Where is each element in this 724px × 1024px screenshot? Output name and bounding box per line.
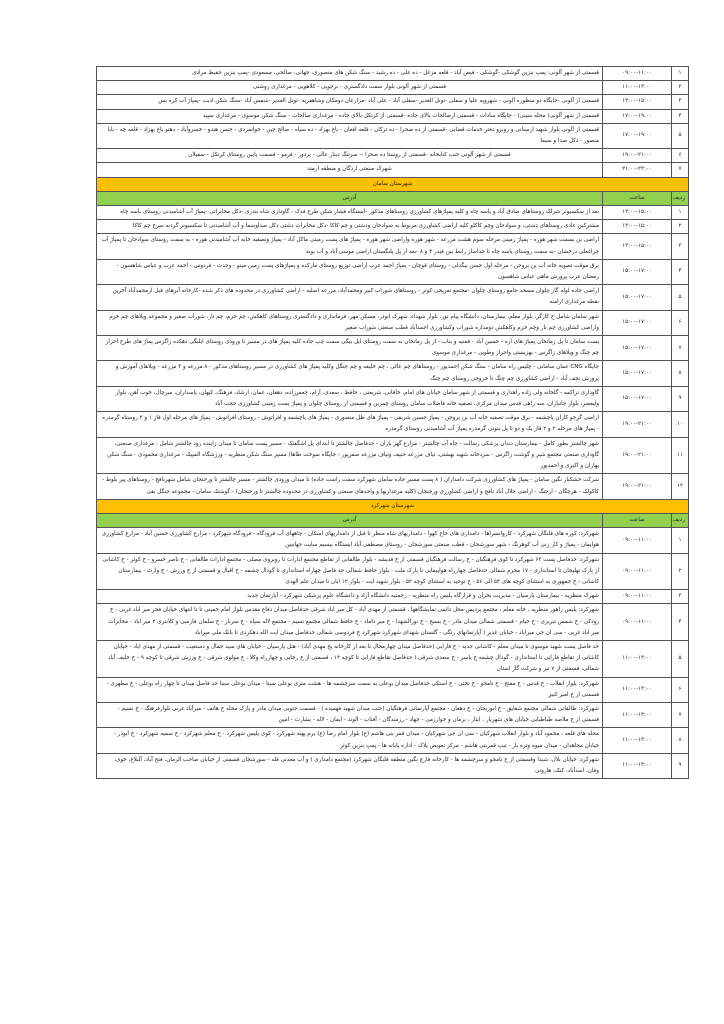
- row-address: پست سامان تا پل زمانخان پمپاژ های اره - حسین آباد - قفنیه و بناب - از پل زمانخان به سمت روستای ایل بیگی سمت چپ جاده کلیه پمپاژ های در مسیر تا ورودی روستای ایلبگی دهکده زاگرس پماژ های طرح احراز چم چنگ و ویلاهای زاگرس - بهزیستی واحراز وطوبی - مرغداری موسوی: [97, 336, 603, 361]
- row-number: ۶: [672, 310, 689, 335]
- row-address: گاوداری تراکمه - گلخانه ولی زاده راهداری و قسمتی از شهر سامان خیابان های امام، خاقانی، شریعتی ، حافظ ، سعدی، آرام، جعفرزاده، دهقان، عمان، ارشاد، فرهنگ، کیهان، پاسداران، سرچال، خوب آهن، بلوار ولیعصر، بلوار جانبازان، سه راهی قدس میدان مرکزی، تصفیه خانه فاضلاب سامان روستای چمزین و قسمتی از روستای چلوان و پمپاژ پست زمینی کشاورزی حجت آباد: [97, 386, 603, 411]
- table-row: [97, 437, 689, 474]
- row-time: ۱۵:۰۰-۱۷:۰۰: [603, 386, 672, 411]
- table-row: [97, 67, 689, 81]
- row-address: قسمتی از شهر آلونی جنب کتابخانه -قسمتی از روستا ده صحرا -- سرتنگ دینار عالی - بردور - فرمو - قسمت پایین روستای کرتکل - سفیلان: [97, 149, 603, 163]
- table-row: [97, 234, 689, 259]
- row-address: مشترکین عادی روستاهای دشتی، و سوادجان وچم کاکلو کلیه اراضی کشاورزی مربوط به سوادجان ودشتی و چم کاکا -دکل مخابرات دشتی دکل صداوسما و آب آشامیدنی تا سکسیونر گردنه سرخ چم کاکا: [97, 220, 603, 234]
- row-time: ۲۱:۰۰-۲۳:۰۰: [603, 163, 672, 177]
- table-row: [97, 753, 689, 778]
- row-time: ۱۹:۰۰-۲۱:۰۰: [603, 474, 672, 499]
- row-address: حد فاصل پست شهید موسوی تا میدان معلم - کاشانی جدید - خ فارابی (حدفاصل میدان چهارمحال تا بعد از کارخانه یخ مهدی آباد) - هتل پارسیان - خیابان های سید جمال و دستغیب - قسمتی از مهدی اباد - خیابان کاشانی از تقاطع فارابی تا استانداری - گودال چشمه خ یاسر - خ سعدی شرقی ( حدفاصل تقاطع فارابی تا کوچه ۱۴ ، قسمتی از خ رجایی و چهارراه وکلا ، خ مولوی شرقی - خ ورزش شرقی تا کوچه ۹ - خ خلیف آباد شمالی، قسمتی از ۷ تیر و شرکت گاز استان: [97, 640, 603, 677]
- header-no: ردیف: [672, 191, 689, 205]
- row-number: ۱۱: [672, 437, 689, 474]
- row-time: ۰۹:۰۰-۱۱:۰۰: [603, 553, 672, 590]
- table-row: [97, 285, 689, 310]
- row-address: برق موقت تصویه خانه آب بن بروجن - مرحله اول حسن بیگدلی - روستای قوچان - پمپاژ احمد عرب اراضی توزیع روستای مارکده و پمپاژهای پست زمین مینو - وحدت - فردوس - احمد عرب و عباس شاهسون - رمضان عرب پرورش ماهی عباس شاهسون: [97, 259, 603, 284]
- row-address: بعد از سکسیونر شرلک روستاهای صادق آباد و یاسه چاه و کلیه پمپاژهای کشاورزی روستاهای مذکور -ایستگاه فشار شکن طرح فدک - گاوداری شاه بندری -دکل مخابراتی -پمپاژ آب آشامیدنی روستای یاسه چاه: [97, 206, 603, 220]
- row-number: ۱: [672, 528, 689, 553]
- row-number: ۳: [672, 234, 689, 259]
- row-address: شهرکرد: طالقانی شمالی مجتمع شقایق - خ ابوریحان - خ دهقان - مجتمع آپارتمانی فرهنگیان (جنب میدان شهید فهمیده ) - قسمت جنوبی میدان مادر و پارک محله خ هاتف - میرآباد غربی بلوارفرهنگ - خ نسیم - قسمتی از خ ملاصه طباطبایی خیابان های شهریار ، ایثار ، بزمان و خوارزمی - جهاد - رزمندگان - آفتاب - الوند - ایمان - لاله - بشارت - امین: [97, 702, 603, 727]
- row-address: اراضی جاده لوله گاز چلوان مسجد جامع روستای چلوان -مجتمع تفریحی کوثر - روستاهای شوراب کبیر ومحمدآباد، مزرعه اصلیه - اراضی کشاورزی در محدوده های ذکر شده -کارخانه آبرهای قبل ازمحمدآباد آخرین نقطه مرغداری ارامنه: [97, 285, 603, 310]
- row-time: ۱۳:۰۰-۱۵:۰۰: [603, 234, 672, 259]
- row-address: اراضی بن بسمت شهر هوره - پمپاژ زمینی مرحله سوم هشت مزرعه - شهر هوره واراضی شهر هوره - پمپاژ های پست زمینی ماکل آباد - پمپاژ وتصفیه خانه آب آشامیدنی هوره - به سمت روستای سوادجان تا پمپاژ آب چراغعلی درخشان -به سمت روستای یاسه چاه تا جداساز رابط بین فیدر ۴ و ۸ -بعد از پل پلنگستان اراضی موسی آباد و آب بونه: [97, 234, 603, 259]
- row-number: ۷: [672, 336, 689, 361]
- table-row: [97, 81, 689, 95]
- row-number: ۲: [672, 81, 689, 95]
- header-time: ساعت: [603, 513, 672, 527]
- row-number: ۱: [672, 206, 689, 220]
- table-row: [97, 474, 689, 499]
- row-number: ۷: [672, 702, 689, 727]
- row-address: شهر سامان شامل خ کارگر، بلوار معلم، بیمارستان، دانشگاه پیام نور، بلوار شهداء، شهرک ابوذر، مسکن مهر، فرمانداری و دادگستری روستاهای کاهکش، چم خرم، چم نار، شوراب صغیر و مجموعه ویلاهای چم خرم واراضی کشاورزی چم نار وچم خرم وکاهکش دومداره شوراب وکشاورزی احمدآباد قطب صنعتی شوراب صغیر: [97, 310, 603, 335]
- table-row: [97, 220, 689, 234]
- table-row: [97, 206, 689, 220]
- row-time: ۱۱:۰۰-۱۳:۰۰: [603, 753, 672, 778]
- row-number: ۴: [672, 259, 689, 284]
- row-time: ۱۱:۰۰-۱۳:۰۰: [603, 728, 672, 753]
- row-time: ۰۹:۰۰-۱۱:۰۰: [603, 67, 672, 81]
- row-address: قسمتی از شهر آلونی: پمپ بنزین گوشکی -گوشکی - فیض آباد - قلعه مزغل - ده علی - ده رشید - سنگ شکن های منصوری، جهانی، صالحی، مسعودی -پمپ بنزین حفیظ مرادی: [97, 67, 603, 81]
- table-row: [97, 604, 689, 641]
- table-row: [97, 553, 689, 590]
- row-time: ۱۱:۰۰-۱۳:۰۰: [603, 702, 672, 727]
- row-number: ۴: [672, 604, 689, 641]
- section-1-rows: [97, 67, 689, 178]
- row-number: ۳: [672, 590, 689, 604]
- table-row: [97, 149, 689, 163]
- row-number: ۲: [672, 220, 689, 234]
- row-number: ۷: [672, 163, 689, 177]
- table-row: [97, 528, 689, 553]
- table-row: [97, 702, 689, 727]
- row-number: ۵: [672, 285, 689, 310]
- row-time: ۰۹:۰۰-۱۱:۰۰: [603, 590, 672, 604]
- row-address: شهرک منظریه - بیمارستان پارسیان - مدیریت بحران و قرارگاه پلیس راه منظریه - رحمتیه دانشگاه آزاد و دانشگاه علوم پزشکی شهرکرد - آپارتمان جدید: [97, 590, 603, 604]
- row-address: شهر چالشتر بطور کامل - بیمارستان دندان پزشکی رسالت - چاه آب چالشتر - مزارع گهر باران - حدفاصل چالشتر تا ابتدای پل اشگفتک - مسیر پست سامان تا میدان زاینده رود چالشتر شامل : مرغداری صنعتی، گاوداری صنعتی مجتمع شیر و گوشت زاگرس - سردخانه شهید بهشتی، تیاف مزرعه حنیف وتیاف مزرعه صفرپور - جایگاه سوخت طاها( مسیر سنگ شکن منظریه - ورزشگاه المپیک - مرغداری محمودی - سنگ شکن بهاران و اکبری و احمدپور: [97, 437, 603, 474]
- row-address: شهرکرد: کوره های قلنگان شهرکرد - کاروانسراها - دامداری های حاج کهوا - دامداریهای شاه منظر تا قبل از دامداریهای اسکان - چاههای آب فرودگاه - فرودگاه شهرکرد - مزارع کشاورزی حسین آباد - مزارع کشاورزی هوایمان - پمپاژ و کار زنی آب کوهرنگ - شهر سورشجان - قطب صنعتی سورشجان - روستای مصطفی آباد ایستگاه بیسیم سایت جهانبین: [97, 528, 603, 553]
- table-row: [97, 640, 689, 677]
- row-address: محله های قلعه ، محمود آباد و بلوار انقلاب شهرکیان - سی ان جی شهرکیان - میدان قمر بنی هاشم (ع) بلوار امام رضا (ع) برم پهنه شهرکرد - کوی پلیس شهرکرد - خ معلم شهرکرد - خ سمیه شهرکرد - خ ابوذر - خیابان مجاهدان - میدان میوه وتره بار - تیپ قمربنی هاشم - مرکز تعویض پلاک - اداره پایانه ها - پمپ بنزین کوثر: [97, 728, 603, 753]
- saman-section: [97, 177, 689, 205]
- row-number: ۱: [672, 67, 689, 81]
- row-number: ۶: [672, 677, 689, 702]
- row-time: ۱۳:۰۰-۱۵:۰۰: [603, 95, 672, 109]
- row-time: ۱۵:۰۰-۱۷:۰۰: [603, 361, 672, 386]
- row-time: ۱۹:۰۰-۲۱:۰۰: [603, 149, 672, 163]
- table-row: [97, 123, 689, 148]
- row-address: قسمتی از آلونی بلوار شهید ارسنانی و روبرو دفتر خدمات قضایی -قسمتی از ده صحرا - ده ترکان - قلعه افغان - باغ بهزاد - ده سیاه - صالح چین - جوانمردی - حسن هندو - خسروآباد - دهنو باغ بهزاد - قلعه چه - بابا منصور - دکل صدا و سیما: [97, 123, 603, 148]
- table-row: [97, 310, 689, 335]
- row-time: ۱۷:۰۰-۱۹:۰۰: [603, 109, 672, 123]
- row-address: شهرکرد: بلوار انقلاب - خ قدس - خ مفتح - خ نامجو - خ تختی - خ استکی حدفاصل میدان بوعلی به سمت سرچشمه ها - هشت متری بوعلی سینا - میدان بوعلی سینا حد فاصل میدان تا چهار راه بوعلی - خ مطهری - قسمتی از خ امیر کبیر: [97, 677, 603, 702]
- row-number: ۵: [672, 123, 689, 148]
- table-row: [97, 386, 689, 411]
- row-address: قسمتی از آلونی -جایگاه دو منظوره آلونی - شهرویه علیا و سفلی -تونل الغدیر -سفلی آباد - علی آباد -مزارعان دومکان وشاهقریه -تونل الغدیر -شمس آباد -سنگ شکن ادیب -پمپاژ آب کره بس: [97, 95, 603, 109]
- row-number: ۱۰: [672, 412, 689, 437]
- row-time: ۱۵:۰۰-۱۷:۰۰: [603, 259, 672, 284]
- row-time: ۰۹:۰۰-۱۱:۰۰: [603, 604, 672, 641]
- table-row: [97, 109, 689, 123]
- row-time: ۱۱:۰۰-۱۳:۰۰: [603, 640, 672, 677]
- row-number: ۹: [672, 386, 689, 411]
- shahrekord-section: [97, 499, 689, 527]
- row-number: ۸: [672, 361, 689, 386]
- table-row: [97, 590, 689, 604]
- table-row: [97, 95, 689, 109]
- table-row: [97, 163, 689, 177]
- row-number: ۹: [672, 753, 689, 778]
- city-title-saman: شهرستان سامان: [97, 177, 689, 191]
- row-address: جایگاه CNG عمان سامانی - چلیس راه سامان - سنگ شکن احمدپور - روستاهای چم عالی ، چم خلیفه و چم جنگل وکلیه پمپاژ های کشاورزی در مسیر روستاهای مذکور - ۸ مزرعه و ۴ مزرعه - ویلاهای آموزش و پرورش نجف آباد - اراضی کشاورزی چم چنگ تا خروجی روستای چم چنگ: [97, 361, 603, 386]
- shahrekord-rows: [97, 528, 689, 779]
- saman-rows: [97, 206, 689, 500]
- header-address: آدرس: [97, 513, 603, 527]
- row-time: ۱۳:۰۰-۱۵:۰۰: [603, 220, 672, 234]
- row-number: ۳: [672, 95, 689, 109]
- header-time: ساعت: [603, 191, 672, 205]
- row-time: ۱۳:۰۰-۱۵:۰۰: [603, 206, 672, 220]
- table-row: [97, 677, 689, 702]
- row-address: شهرکرد: حدفاصل پست ۶۳ شهرکرد تا کوی فرهنگیان - خ رسالت فرهنگیان قسمتی از خ قدیشه - بلوار طالقانی از تقاطع مجتمع ادارات تا روبروی مصلی - مجتمع ادارات طالقانی - خ ناصر خسرو - خ کوثر - خ کاشانی از پارک نهلیجان تا استانداری - ۱۷ محرم شمالی حدفاصل چهارراه هواپیمایی تا پارک ملت - بلوار حافظ شمالی حد فاصل چهاراه استانداری تا گودال چشمه - خ اقبال و قسمتی از خ ورزش - خ وارث - بیمارستان کاشانی - خ جمهوری به استثنای کوچه های ۵۴ الی ۵۶ - خ توحید به استثنای کوچه ۵۲ - بلوار شهید ایت - بلوار ۱۲ ابان تا میدان علم الهدی: [97, 553, 603, 590]
- table-row: [97, 259, 689, 284]
- row-address: شهرکرد: پلیس راهور منظریه ، خانه معلم ، مجتمع پردیس محل دائمی نمایشگاهها ، قسمتی از مهدی آباد - کل میر اباد شرقی حدفاصل میدان دفاع مقدس بلوار امام خمینی تا تا انتهای خیابان فجر میر اباد غربی - خ رودکی - خ شمس تبریزی - خ خیام - قسمتی شمالی میدان مادر - خ بسیج - خ نورالشهدا - خ میر داماد - خ حافظ شمالی مجتمع نسیم - مجتمع لاله سپاه - خ سرباز - خ سلمان فارسی و کلانتری ۲ میر اباد - مخابرات میر اباد غربی - سی ان جی میراباد - خیابان غدیر ( آپارتمانهای رنگی - گلستان شهدای شهرکرد شهرکرد خ فردوسی شمالی حدفاصل میدان ایت الله دهکردی تا بانک ملی میراباد: [97, 604, 603, 641]
- row-number: ۵: [672, 640, 689, 677]
- header-no: ردیف: [672, 513, 689, 527]
- row-address: شهرک صنعتی اردگان و منطقه ارمند: [97, 163, 603, 177]
- header-address: آدرس: [97, 191, 603, 205]
- row-number: ۸: [672, 728, 689, 753]
- row-time: ۱۱:۰۰-۱۳:۰۰: [603, 81, 672, 95]
- row-time: ۰۹:۰۰-۱۱:۰۰: [603, 528, 672, 553]
- row-time: ۱۹:۰۰-۲۱:۰۰: [603, 437, 672, 474]
- row-time: ۱۵:۰۰-۱۷:۰۰: [603, 336, 672, 361]
- row-time: ۱۵:۰۰-۱۷:۰۰: [603, 285, 672, 310]
- row-address: شهرکرد: خیابان بلال، شیدا وقسمتی از خ نامجو و سرچشمه ها - کارخانه قارچ نگین منطقه قلنگان شهرکرد (مجتمع دامداری ) و آب معدنی قله - سورشجان قسمتی از خیابان صاحب الزمان، فتح آباد، آلبلاغ، خوی، وفان، اسدآباد، کنک، هارونی: [97, 753, 603, 778]
- row-number: ۱۲: [672, 474, 689, 499]
- table-row: [97, 336, 689, 361]
- row-address: قسمتی از شهر آلونی بلوار سمت دادگستری - برجویی - کلاهویی - مرغداری روشنی: [97, 81, 603, 95]
- row-address: شرکت خشکبار نگین سامان - پمپاژ های کشاورزی شرکت دامداران ( ۸ پست مسیر جاده سامان شهرکرد سمت راست جاده) تا میدان ورودی چالشتر - مسیر چالشتر تا ورجنجان شامل شهرنافچ - روستاهای پیر بلوط - کاکولک - هرچگان - ارجنگ - اراضی جلال آباد نافچ و اراضی کشاورزی ورجنجان (کلیه مرغداریها و واحدهای صنعتی و کشاورزی در محدوده چالشتر تا ورجنجان) - گوشتک سامان - مجموعه جنگل بقی: [97, 474, 603, 499]
- row-number: ۶: [672, 149, 689, 163]
- table-row: [97, 412, 689, 437]
- row-number: ۴: [672, 109, 689, 123]
- row-address: اراضی گرجو کاران پاچشمه - برق موقت تصفیه خانه آب بن بروجن - پمپاژ حسین شریفی - پمپاژ های ظل منصوری - پمپاژ های پاچشمه و افراتوش - روستای افراتوش - پمپاژ های مرحله اول فاز ۱ و ۲ روستاه گرمدره - پمپاژ های مرحله ۲ و ۲ فاز یک و دو تا پل بتونی گرمدره پمپاژ آب آشامیدنی روستای گرمدره: [97, 412, 603, 437]
- table-row: [97, 361, 689, 386]
- row-time: ۱۵:۰۰-۱۷:۰۰: [603, 310, 672, 335]
- row-address: قسمتی از شهر آلونی( محله سیبی) - جایگاه سادات - قسمتی ازصالحات بالای جاده -قسمتی از کرتکل بالای جاده - مرغداری صالحات - سنگ شکن موسوی - مرغداری سپید: [97, 109, 603, 123]
- city-title-shahrekord: شهرستان شهرکرد: [97, 499, 689, 513]
- table-row: [97, 728, 689, 753]
- row-time: ۱۹:۰۰-۲۱:۰۰: [603, 412, 672, 437]
- row-time: ۱۷:۰۰-۱۹:۰۰: [603, 123, 672, 148]
- row-number: ۲: [672, 553, 689, 590]
- outage-schedule-table: [96, 66, 689, 779]
- row-time: ۱۱:۰۰-۱۳:۰۰: [603, 677, 672, 702]
